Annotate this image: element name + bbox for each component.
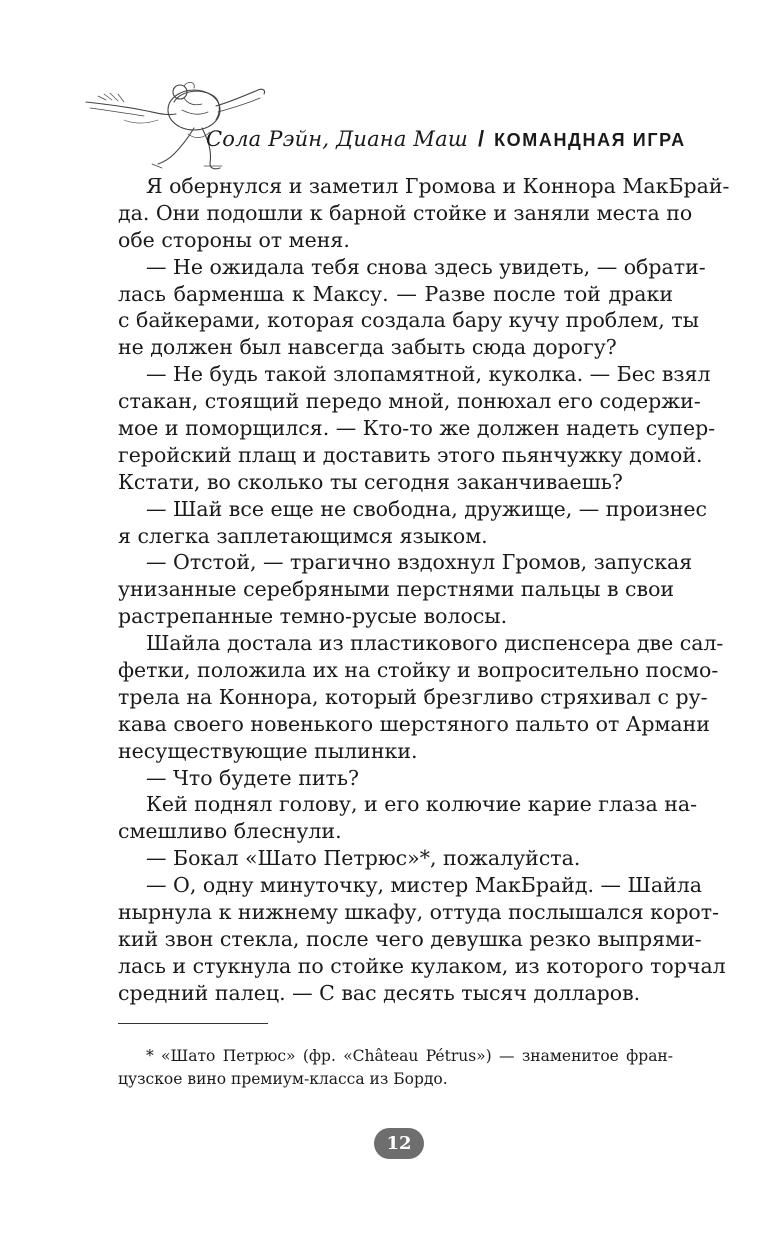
text-line: да. Они подошли к барной стойке и заняли места по xyxy=(118,200,693,225)
footnote-line: * «Шато Петрюс» (фр. «Château Pétrus») — знаменитое фран- xyxy=(146,1047,673,1065)
text-line: геройский плащ и доставить этого пьянчужку домой. xyxy=(118,442,703,467)
text-line: кий звон стекла, после чего девушка резко выпрями- xyxy=(118,926,702,951)
text-line: — Шай все еще не свободна, дружище, — произнес xyxy=(146,496,708,521)
running-header xyxy=(206,126,706,156)
text-line: Я обернулся и заметил Громова и Коннора МакБрай- xyxy=(146,174,730,198)
text-line: смешливо блеснули. xyxy=(118,819,342,844)
text-line: Кстати, во сколько ты сегодня заканчиваешь? xyxy=(118,469,623,494)
header-authors: Сола Рэйн, Диана Маш xyxy=(206,127,468,151)
text-line: унизанные серебряными перстнями пальцы в свои xyxy=(118,577,675,602)
header-book-title: КОМАНДНАЯ ИГРА xyxy=(494,130,686,150)
text-line: — О, одну минуточку, мистер МакБрайд. — Шайла xyxy=(146,873,703,898)
text-line: лась и стукнула по стойке кулаком, из которого торчал xyxy=(118,953,726,978)
text-line: обе стороны от меня. xyxy=(118,227,350,252)
header-separator: / xyxy=(477,126,485,151)
text-line: фетки, положила их на стойку и вопросительно посмо- xyxy=(118,658,719,683)
footnote-line: цузское вино премиум-класса из Бордо. xyxy=(118,1070,448,1088)
text-line: — Бокал «Шато Петрюс»*, пожалуйста. xyxy=(146,846,581,871)
text-line: — Не ожидала тебя снова здесь увидеть, — обрати- xyxy=(146,254,706,279)
text-line: нырнула к нижнему шкафу, оттуда послышался корот- xyxy=(118,900,720,925)
text-line: Шайла достала из пластикового диспенсера две сал- xyxy=(146,631,724,656)
text-line: стакан, стоящий передо мной, понюхал его содержи- xyxy=(118,389,701,414)
text-line: — Не будь такой злопамятной, куколка. — Бес взял xyxy=(146,362,711,387)
text-line: — Что будете пить? xyxy=(146,765,360,790)
footnote xyxy=(118,1045,673,1091)
footnote-divider xyxy=(118,1023,268,1024)
page-number: 12 xyxy=(374,1128,424,1159)
text-line: я слегка заплетающимся языком. xyxy=(118,523,488,548)
text-line: кава своего новенького шерстяного пальто от Армани xyxy=(118,711,710,736)
text-line: — Отстой, — трагично вздохнул Громов, запуская xyxy=(146,550,693,575)
text-line: с байкерами, которая создала бару кучу проблем, ты xyxy=(118,308,699,333)
text-line: средний палец. — С вас десять тысяч долларов. xyxy=(118,980,641,1005)
text-line: растрепанные темно-русые волосы. xyxy=(118,604,508,629)
text-line: несуществующие пылинки. xyxy=(118,738,418,763)
text-line: мое и поморщился. — Кто-то же должен надеть супер- xyxy=(118,416,716,441)
text-line: Кей поднял голову, и его колючие карие глаза на- xyxy=(146,792,698,817)
text-line: не должен был навсегда забыть сюда дорогу? xyxy=(118,335,617,360)
text-line: трела на Коннора, который брезгливо стряхивал с ру- xyxy=(118,684,708,709)
text-line: лась барменша к Максу. — Разве после той драки xyxy=(118,281,673,306)
body-text xyxy=(118,173,730,1007)
